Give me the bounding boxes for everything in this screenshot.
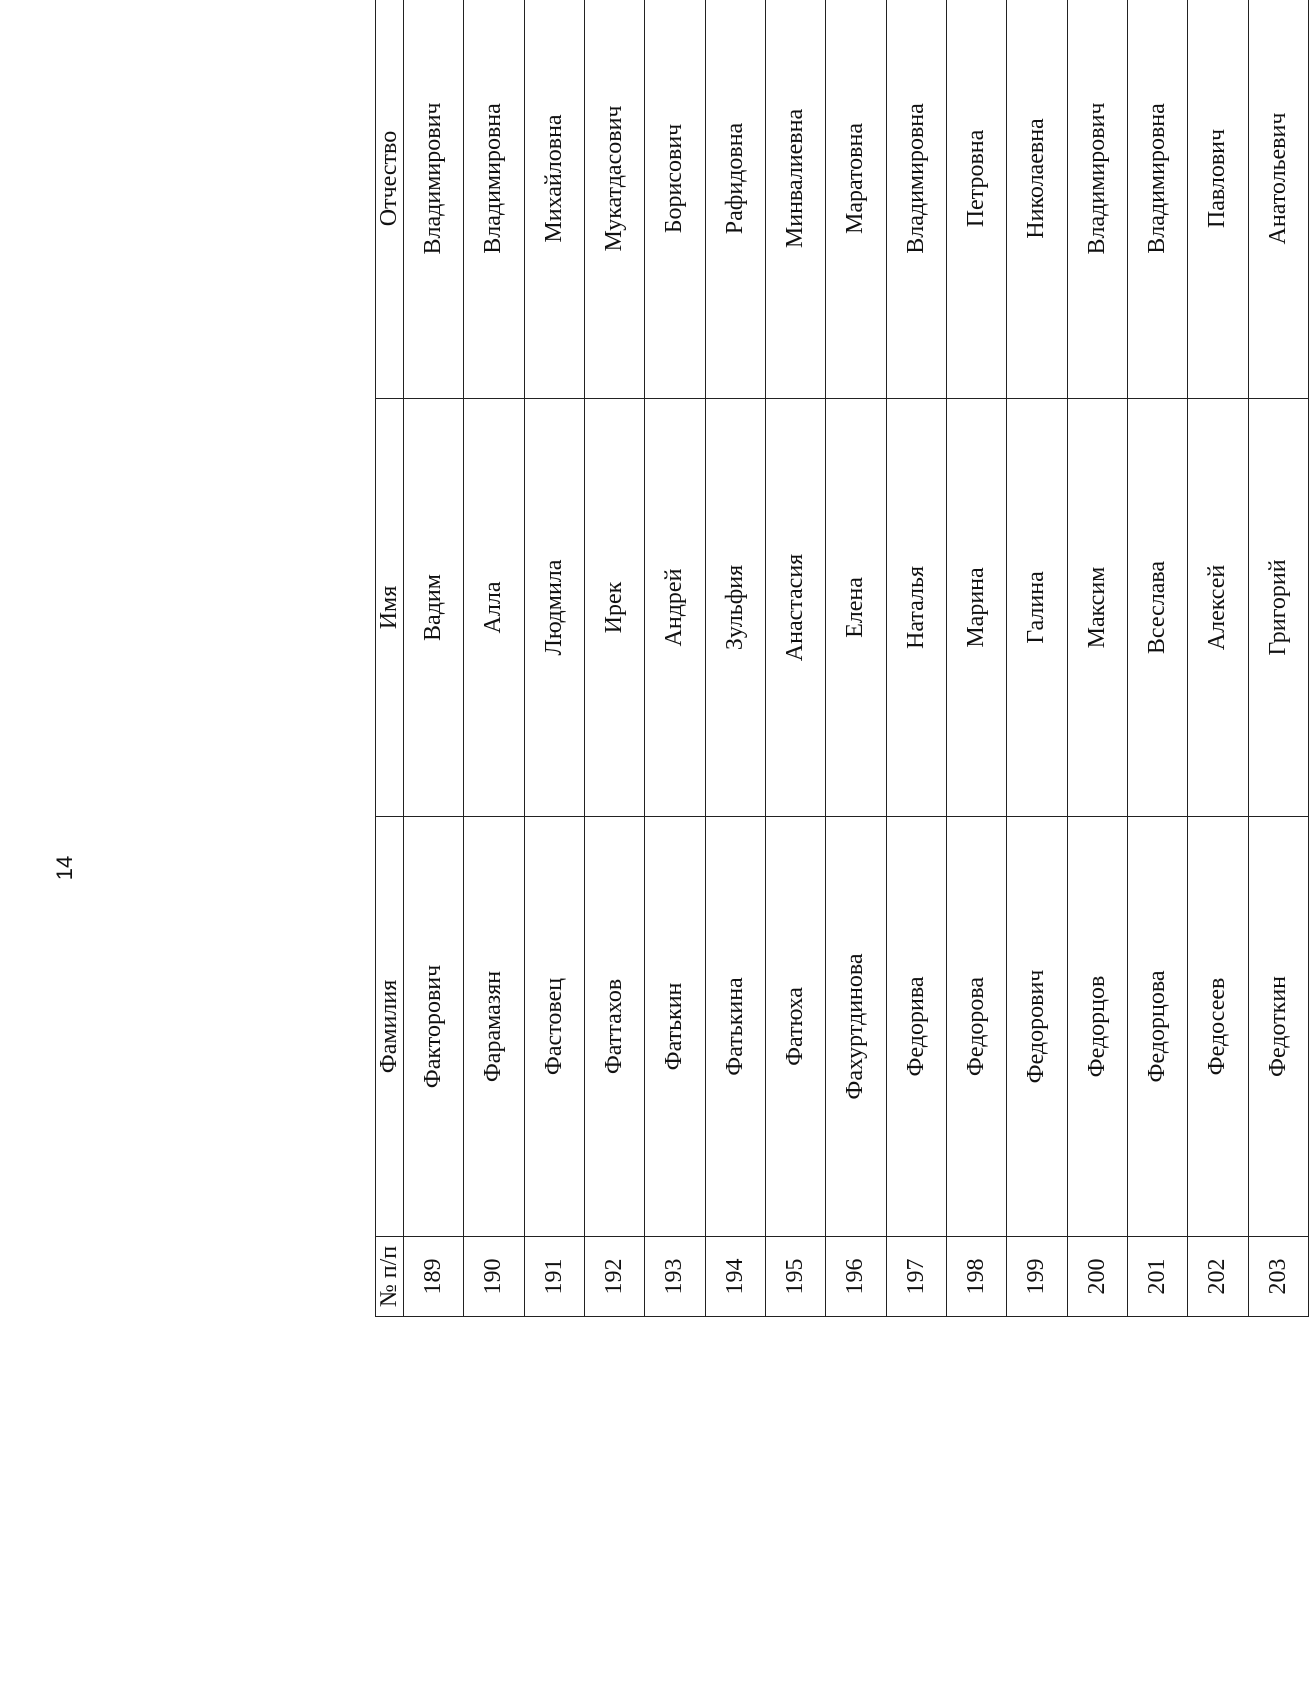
cell-last-name: Федорцова xyxy=(1127,817,1187,1237)
cell-middle-name: Рафидовна xyxy=(705,0,765,399)
cell-number: 199 xyxy=(1007,1237,1067,1317)
cell-number: 196 xyxy=(826,1237,886,1317)
cell-first-name: Алексей xyxy=(1188,399,1248,817)
cell-last-name: Федорович xyxy=(1007,817,1067,1237)
cell-last-name: Фатькин xyxy=(645,817,705,1237)
cell-first-name: Андрей xyxy=(645,399,705,817)
cell-first-name: Марина xyxy=(946,399,1006,817)
cell-middle-name: Владимировна xyxy=(464,0,524,399)
table-row xyxy=(886,0,946,1317)
cell-middle-name: Маратовна xyxy=(826,0,886,399)
cell-number: 194 xyxy=(705,1237,765,1317)
table-row xyxy=(826,0,886,1317)
cell-first-name: Елена xyxy=(826,399,886,817)
table-row xyxy=(524,0,584,1317)
table-row xyxy=(645,0,705,1317)
roster-table-container xyxy=(375,0,1309,1317)
cell-first-name: Анастасия xyxy=(765,399,825,817)
cell-middle-name: Павлович xyxy=(1188,0,1248,399)
roster-table xyxy=(375,0,1309,1317)
table-row xyxy=(1067,0,1127,1317)
cell-number: 197 xyxy=(886,1237,946,1317)
cell-first-name: Ирек xyxy=(584,399,644,817)
cell-middle-name: Борисович xyxy=(645,0,705,399)
table-body xyxy=(404,0,1309,1317)
cell-last-name: Фатюха xyxy=(765,817,825,1237)
cell-number: 190 xyxy=(464,1237,524,1317)
cell-first-name: Вадим xyxy=(404,399,464,817)
cell-number: 189 xyxy=(404,1237,464,1317)
header-first-name: Имя xyxy=(376,399,404,817)
cell-middle-name: Николаевна xyxy=(1007,0,1067,399)
cell-first-name: Зульфия xyxy=(705,399,765,817)
header-last-name: Фамилия xyxy=(376,817,404,1237)
cell-number: 192 xyxy=(584,1237,644,1317)
table-row xyxy=(1188,0,1248,1317)
cell-middle-name: Владимировна xyxy=(1127,0,1187,399)
cell-last-name: Федорова xyxy=(946,817,1006,1237)
cell-last-name: Фаттахов xyxy=(584,817,644,1237)
cell-middle-name: Михайловна xyxy=(524,0,584,399)
table-row xyxy=(1127,0,1187,1317)
page-number: 14 xyxy=(52,855,77,881)
cell-number: 202 xyxy=(1188,1237,1248,1317)
cell-number: 201 xyxy=(1127,1237,1187,1317)
cell-last-name: Фахуртдинова xyxy=(826,817,886,1237)
cell-number: 198 xyxy=(946,1237,1006,1317)
cell-last-name: Федоткин xyxy=(1248,817,1308,1237)
table-row xyxy=(464,0,524,1317)
cell-first-name: Максим xyxy=(1067,399,1127,817)
cell-first-name: Алла xyxy=(464,399,524,817)
table-row xyxy=(705,0,765,1317)
cell-middle-name: Петровна xyxy=(946,0,1006,399)
cell-last-name: Федорцов xyxy=(1067,817,1127,1237)
cell-first-name: Людмила xyxy=(524,399,584,817)
cell-first-name: Галина xyxy=(1007,399,1067,817)
cell-last-name: Федорива xyxy=(886,817,946,1237)
cell-middle-name: Владимирович xyxy=(1067,0,1127,399)
cell-middle-name: Владимировна xyxy=(886,0,946,399)
cell-middle-name: Мукатдасович xyxy=(584,0,644,399)
table-row xyxy=(404,0,464,1317)
cell-last-name: Факторович xyxy=(404,817,464,1237)
cell-last-name: Фастовец xyxy=(524,817,584,1237)
cell-last-name: Фатькина xyxy=(705,817,765,1237)
header-middle-name: Отчество xyxy=(376,0,404,399)
table-row xyxy=(584,0,644,1317)
table-row xyxy=(765,0,825,1317)
cell-number: 193 xyxy=(645,1237,705,1317)
cell-first-name: Всеслава xyxy=(1127,399,1187,817)
cell-last-name: Федосеев xyxy=(1188,817,1248,1237)
cell-first-name: Наталья xyxy=(886,399,946,817)
cell-middle-name: Минвалиевна xyxy=(765,0,825,399)
cell-number: 195 xyxy=(765,1237,825,1317)
header-number: № п/п xyxy=(376,1237,404,1317)
table-header-row xyxy=(376,0,404,1317)
cell-number: 191 xyxy=(524,1237,584,1317)
cell-middle-name: Анатольевич xyxy=(1248,0,1308,399)
cell-middle-name: Владимирович xyxy=(404,0,464,399)
table-row xyxy=(1007,0,1067,1317)
cell-number: 200 xyxy=(1067,1237,1127,1317)
cell-first-name: Григорий xyxy=(1248,399,1308,817)
table-row xyxy=(1248,0,1308,1317)
table-row xyxy=(946,0,1006,1317)
cell-last-name: Фарамазян xyxy=(464,817,524,1237)
cell-number: 203 xyxy=(1248,1237,1308,1317)
